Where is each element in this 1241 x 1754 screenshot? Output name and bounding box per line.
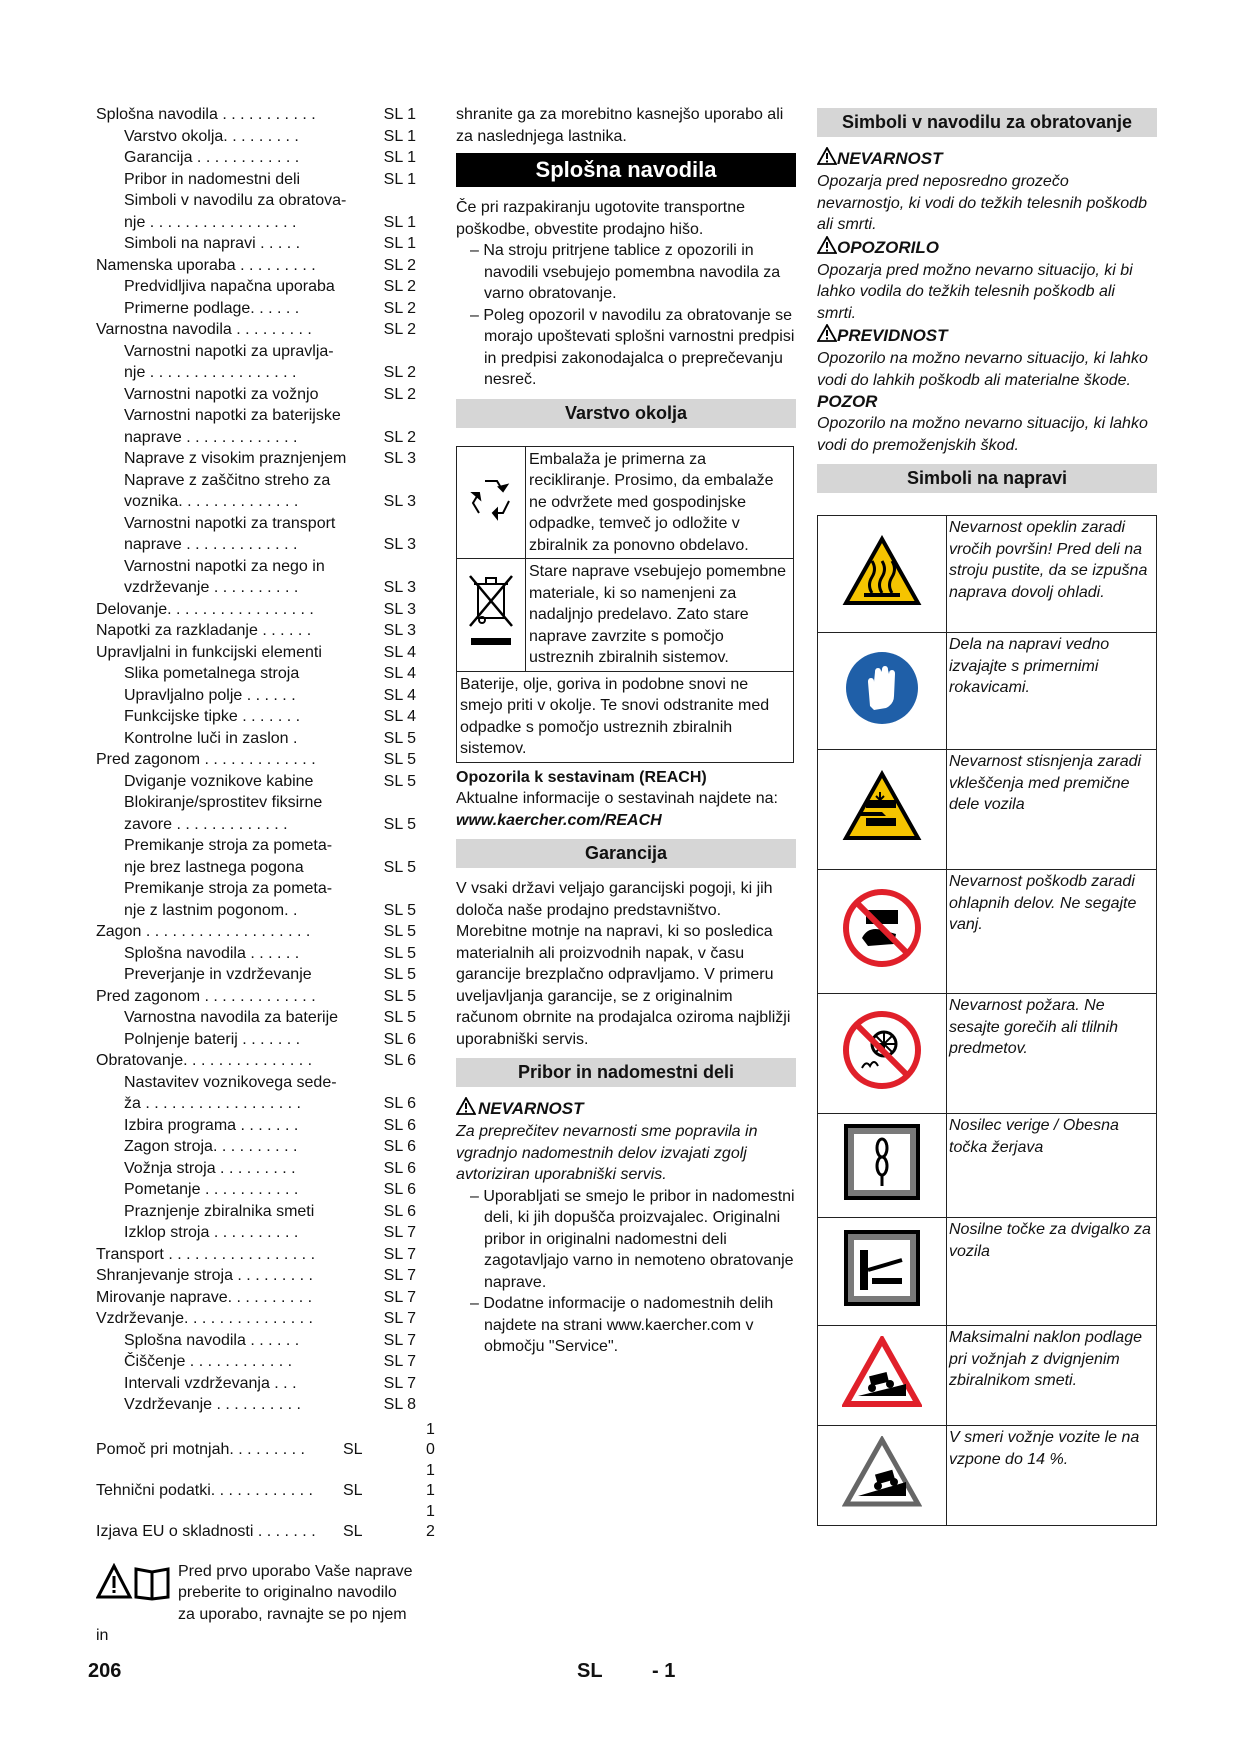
table-row [818, 750, 1157, 870]
heading-simboli-navodilo: Simboli v navodilu za obratovanje [817, 108, 1157, 137]
toc-entry[interactable]: nje . . . . . . . . . . . . . . . . . SL 1 [124, 213, 416, 231]
symbol-desc: Nevarnost poškodb zaradi ohlapnih delov. Ne segajte vanj. [947, 870, 1157, 994]
toc-entry[interactable]: Varnostni napotki za baterijske [124, 407, 341, 424]
toc-entry[interactable]: Vzdrževanje. . . . . . . . . . . . . . . SL 7 [96, 1310, 416, 1327]
crush-hazard-icon [818, 750, 947, 870]
continued-text: shranite ga za morebitno kasnejšo uporabo ali za naslednjega lastnika. [456, 106, 784, 145]
toc-entry[interactable]: Pomoč pri motnjah. . . . . . . . . SL 1 0 [96, 1420, 435, 1458]
symbol-desc: Nosilec verige / Obesna točka žerjava [947, 1114, 1157, 1218]
language-code: SL [577, 1660, 603, 1682]
toc-entry[interactable]: Premikanje stroja za pometa- [124, 837, 333, 854]
toc-entry[interactable]: Zagon stroja. . . . . . . . . . SL 6 [124, 1138, 416, 1155]
env-text: Stare naprave vsebujejo pomembne materiale, ki so namenjeni za nadaljnjo predelavo. Zato stare naprave zavrzite s pomočjo ustreznih zbiralnih sistemov. [526, 559, 794, 672]
reach-text: Aktualne informacije o sestavinah najdete na: [456, 790, 778, 807]
toc-entry[interactable]: Tehnični podatki. . . . . . . . . . . . SL 1 1 [96, 1461, 435, 1499]
toc-entry[interactable]: nje . . . . . . . . . . . . . . . . . SL 2 [124, 364, 416, 381]
toc-entry[interactable]: Polnjenje baterij . . . . . . . SL 6 [124, 1030, 416, 1048]
device-symbols-table [817, 515, 1157, 1526]
gloves-icon [818, 633, 947, 750]
symbol-desc: Nevarnost požara. Ne sesajte gorečih ali tlilnih predmetov. [947, 994, 1157, 1114]
warning-triangle-icon [817, 147, 837, 171]
reach-link[interactable]: www.kaercher.com/REACH [456, 811, 662, 829]
warning-heading: OPOZORILO [817, 236, 1157, 260]
toc-entry[interactable]: Dviganje voznikove kabine SL 5 [124, 772, 416, 790]
warning-text: Opozorilo na možno nevarno situacijo, ki lahko vodi do premoženjskih škod. [817, 415, 1148, 454]
reach-title: Opozorila k sestavinam (REACH) [456, 768, 707, 786]
toc-entry[interactable]: Transport . . . . . . . . . . . . . . . . . SL 7 [96, 1245, 416, 1263]
no-burning-objects-icon [818, 994, 947, 1114]
environment-table [456, 446, 794, 763]
table-row [818, 1426, 1157, 1526]
warning-triangle-icon [817, 236, 837, 260]
table-row [457, 559, 794, 672]
warning-triangle-icon [817, 324, 837, 348]
toc-entry[interactable]: naprave . . . . . . . . . . . . . SL 3 [124, 536, 416, 553]
toc-entry[interactable]: Varnostni napotki za transport [124, 514, 336, 532]
symbol-desc: Nevarnost stisnjenja zaradi vkleščenja med premične dele vozila [947, 750, 1157, 870]
symbol-desc: Dela na napravi vedno izvajajte s primernimi rokavicami. [947, 633, 1157, 750]
env-text: Baterije, olje, goriva in podobne snovi ne smejo priti v okolje. Te snovi odstranite med odpadke s pomočjo ustreznih zbiralnih sistemov. [457, 671, 794, 762]
toc-entry[interactable]: Splošna navodila . . . . . . SL 5 [124, 944, 416, 962]
max-slope-raised-icon [818, 1326, 947, 1426]
warning-heading: NEVARNOST [817, 147, 1157, 171]
warning-text: Opozarja pred neposredno grozečo nevarnostjo, ki vodi do težkih telesnih poškodb ali smrti. [817, 173, 1147, 233]
intro-note [96, 1561, 416, 1647]
symbol-desc: Nevarnost opeklin zaradi vročih površin! Pred deli na stroju pustite, da se izpušna naprava dovolj ohladi. [947, 516, 1157, 633]
toc-entry[interactable]: Zagon . . . . . . . . . . . . . . . . . . . SL 5 [96, 923, 416, 940]
table-row [457, 446, 794, 559]
intro-note-text: Pred prvo uporabo Vaše naprave preberite to originalno navodilo za uporabo, ravnajte se po njem in [96, 1562, 413, 1644]
heading-garancija: Garancija [456, 839, 796, 868]
table-row [818, 1114, 1157, 1218]
toc-entry[interactable]: voznika. . . . . . . . . . . . . . SL 3 [124, 493, 416, 510]
caution-heading: POZOR [817, 392, 878, 411]
list-item: – Poleg opozoril v navodilu za obratovanje se morajo upoštevati splošni varnostni predpisi in predpisi zakonodajalca o preprečevanju nesreč. [470, 306, 795, 388]
table-row [818, 1218, 1157, 1326]
toc-entry[interactable]: Čiščenje . . . . . . . . . . . . SL 7 [124, 1353, 416, 1370]
paragraph: Če pri razpakiranju ugotovite transportne poškodbe, obvestite prodajno hišo. [456, 199, 746, 238]
section-page-number: - 1 [652, 1660, 676, 1682]
heading-splosna-navodila: Splošna navodila [456, 153, 796, 187]
toc-entry[interactable]: Vožnja stroja . . . . . . . . . SL 6 [124, 1159, 416, 1177]
toc-entry[interactable]: Namenska uporaba . . . . . . . . . SL 2 [96, 256, 416, 274]
right-column [817, 108, 1157, 1526]
toc-entry[interactable]: Praznjenje zbiralnika smeti SL 6 [124, 1202, 416, 1220]
table-row [818, 516, 1157, 633]
toc-entry[interactable]: nje z lastnim pogonom. . SL 5 [124, 901, 416, 919]
toc-entry[interactable]: Shranjevanje stroja . . . . . . . . . SL 7 [96, 1267, 416, 1284]
toc-entry[interactable]: Varnostni napotki za vožnjo SL 2 [124, 385, 416, 403]
toc-entry[interactable]: vzdrževanje . . . . . . . . . . SL 3 [124, 579, 416, 596]
table-row [457, 671, 794, 762]
toc-entry[interactable]: Izbira programa . . . . . . . SL 6 [124, 1116, 416, 1134]
toc-entry[interactable]: Splošna navodila . . . . . . . . . . . SL 1 [96, 106, 416, 123]
toc-entry[interactable]: Simboli na napravi . . . . . SL 1 [124, 235, 416, 252]
max-incline-14-icon [818, 1426, 947, 1526]
symbol-desc: Nosilne točke za dvigalko za vozila [947, 1218, 1157, 1326]
symbol-desc: V smeri vožnje vozite le na vzpone do 14 %. [947, 1426, 1157, 1526]
toc-entry[interactable]: Simboli v navodilu za obratova- [124, 192, 347, 209]
heading-varstvo-okolja: Varstvo okolja [456, 399, 796, 428]
toc-entry[interactable]: Upravljalno polje . . . . . . SL 4 [124, 686, 416, 704]
toc-entry[interactable]: nje brez lastnega pogona SL 5 [124, 858, 416, 876]
jack-point-icon [818, 1218, 947, 1326]
toc-entry[interactable]: Predvidljiva napačna uporaba SL 2 [124, 278, 416, 295]
toc-entry[interactable]: Intervali vzdrževanja . . . SL 7 [124, 1374, 416, 1392]
toc-entry[interactable]: Upravljalni in funkcijski elementi SL 4 [96, 643, 416, 661]
list-item: – Na stroju pritrjene tablice z opozorili in navodili vsebujejo pomembna navodila za varno obratovanje. [470, 242, 781, 302]
toc-entry[interactable]: naprave . . . . . . . . . . . . . SL 2 [124, 428, 416, 446]
symbol-desc: Maksimalni naklon podlage pri vožnjah z dvignjenim zbiralnikom smeti. [947, 1326, 1157, 1426]
toc-entry[interactable]: Pometanje . . . . . . . . . . . SL 6 [124, 1181, 416, 1198]
middle-column [456, 104, 796, 1358]
recycle-icon [457, 446, 526, 559]
toc-entry[interactable]: Naprave z visokim praznjenjem SL 3 [124, 450, 416, 467]
toc-entry[interactable]: Varnostna navodila . . . . . . . . . SL 2 [96, 321, 416, 338]
chain-hook-icon [818, 1114, 947, 1218]
list-item: – Uporabljati se smejo le pribor in nadomestni deli, ki jih dopušča proizvajalec. Originalni pribor in originalni nadomestni deli zagotavljajo varno in nemoteno obratovanje naprave. [470, 1187, 795, 1291]
warning-heading: PREVIDNOST [817, 324, 1157, 348]
heading-simboli-naprava: Simboli na napravi [817, 464, 1157, 493]
toc-tail [96, 1420, 435, 1543]
table-row [818, 870, 1157, 994]
toc-entry[interactable]: Slika pometalnega stroja SL 4 [124, 665, 416, 682]
toc-entry[interactable]: ža . . . . . . . . . . . . . . . . . . SL 6 [124, 1095, 416, 1112]
no-reach-in-icon [818, 870, 947, 994]
toc-entry[interactable]: Pred zagonom . . . . . . . . . . . . . SL 5 [96, 751, 416, 768]
toc-entry[interactable]: Izjava EU o skladnosti . . . . . . . SL 1 2 [96, 1502, 435, 1540]
toc-entry[interactable]: Blokiranje/sprostitev fiksirne [124, 794, 323, 811]
table-row [818, 633, 1157, 750]
toc-entry[interactable]: Nastavitev voznikovega sede- [124, 1073, 337, 1091]
toc-entry[interactable]: Funkcijske tipke . . . . . . . SL 4 [124, 708, 416, 725]
heading-pribor: Pribor in nadomestni deli [456, 1058, 796, 1087]
toc-entry[interactable]: Varnostna navodila za baterije SL 5 [124, 1009, 416, 1026]
table-of-contents [96, 104, 416, 1416]
warning-text: Opozarja pred možno nevarno situacijo, ki bi lahko vodila do težkih telesnih poškodb ali smrti. [817, 261, 1133, 322]
list-item: – Dodatne informacije o nadomestnih delih najdete na strani www.kaercher.com v območju "Service". [470, 1295, 774, 1355]
toc-entry[interactable]: Kontrolne luči in zaslon . SL 5 [124, 729, 416, 747]
toc-entry[interactable]: Preverjanje in vzdrževanje SL 5 [124, 966, 416, 983]
toc-entry[interactable]: Primerne podlage. . . . . . SL 2 [124, 299, 416, 317]
toc-entry[interactable]: Naprave z zaščitno streho za [124, 471, 331, 489]
toc-entry[interactable]: Pred zagonom . . . . . . . . . . . . . SL 5 [96, 987, 416, 1005]
page-number: 206 [88, 1660, 122, 1682]
toc-entry[interactable]: Delovanje. . . . . . . . . . . . . . . . . SL 3 [96, 600, 416, 618]
toc-entry[interactable]: Varnostni napotki za nego in [124, 557, 325, 575]
toc-entry[interactable]: Vzdrževanje . . . . . . . . . . SL 8 [124, 1396, 416, 1413]
table-row [818, 1326, 1157, 1426]
warning-book-icon [96, 1563, 172, 1608]
toc-entry[interactable]: Mirovanje naprave. . . . . . . . . . SL 7 [96, 1288, 416, 1306]
warning-triangle-icon [456, 1097, 476, 1121]
paragraph: V vsaki državi veljajo garancijski pogoji, ki jih določa naše prodajno predstavništvo. Morebitne motnje na napravi, ki so posledica materialnih ali proizvodnih napak, v času garancije brezplačno odpravljamo. V primeru uveljavljanja garancije, se z originalnim računom obrnite na prodajalca oziroma najbližji uporabniški servis. [456, 880, 791, 1048]
warning-text: Opozorilo na možno nevarno situacijo, ki lahko vodi do lahkih poškodb ali materialne škode. [817, 350, 1148, 389]
toc-column [96, 104, 435, 1647]
toc-entry[interactable]: Garancija . . . . . . . . . . . . SL 1 [124, 149, 416, 166]
toc-entry[interactable]: Pribor in nadomestni deli SL 1 [124, 170, 416, 188]
toc-entry[interactable]: Varnostni napotki za upravlja- [124, 342, 334, 360]
crossed-bin-icon [457, 559, 526, 672]
toc-entry[interactable]: Napotki za razkladanje . . . . . . SL 3 [96, 622, 416, 639]
hot-surface-icon [818, 516, 947, 633]
toc-entry[interactable]: Obratovanje. . . . . . . . . . . . . . . SL 6 [96, 1052, 416, 1069]
toc-entry[interactable]: Premikanje stroja za pometa- [124, 880, 333, 897]
toc-entry[interactable]: Varstvo okolja. . . . . . . . . SL 1 [124, 127, 416, 145]
toc-entry[interactable]: Splošna navodila . . . . . . SL 7 [124, 1331, 416, 1349]
toc-entry[interactable]: zavore . . . . . . . . . . . . . SL 5 [124, 815, 416, 833]
toc-entry[interactable]: Izklop stroja . . . . . . . . . . SL 7 [124, 1224, 416, 1241]
table-row [818, 994, 1157, 1114]
warning-heading: NEVARNOST [456, 1097, 796, 1121]
warning-text: Za preprečitev nevarnosti sme popravila in vgradnjo nadomestnih delov izvajati zgolj avtoriziran uporabniški servis. [456, 1123, 758, 1183]
env-text: Embalaža je primerna za recikliranje. Prosimo, da embalaže ne odvržete med gospodinjske odpadke, temveč jo odložite v zbiralnik za ponovno obdelavo. [526, 446, 794, 559]
